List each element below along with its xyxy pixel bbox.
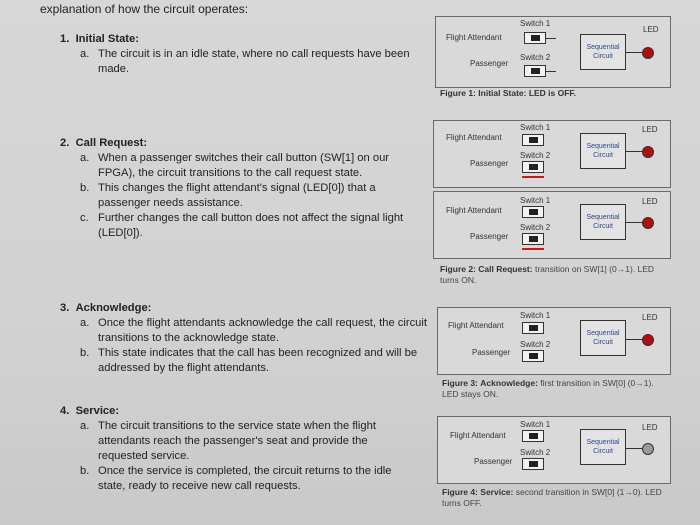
wire <box>546 38 556 39</box>
switch2-label: Switch 2 <box>520 151 551 160</box>
section-acknowledge <box>60 301 430 376</box>
led-on-icon <box>642 334 654 346</box>
list-item: b. Once the service is completed, the circuit returns to the idle state, ready to receive new call requests. <box>80 465 392 492</box>
sequential-circuit-block: Sequential Circuit <box>580 320 626 356</box>
list-item: a. When a passenger switches their call button (SW[1] on our FPGA), the circuit transitions to the call request state. <box>80 152 390 179</box>
transition-arrow-icon <box>522 248 544 250</box>
led-on-icon <box>642 146 654 158</box>
passenger-label: Passenger <box>474 457 513 466</box>
figure-4-caption: Figure 4: Service: second transition in SW[0] (1→0). LED turns OFF. <box>442 487 662 508</box>
switch2-label: Switch 2 <box>520 448 551 457</box>
list-item: c. Further changes the call button does not affect the signal light (LED[0]). <box>80 212 404 239</box>
switch2-label: Switch 2 <box>520 340 551 349</box>
sequential-circuit-block: Sequential Circuit <box>580 133 626 169</box>
flight-attendant-label: Flight Attendant <box>448 321 504 330</box>
figure-2b-diagram <box>433 191 671 259</box>
figure-3-caption: Figure 3: Acknowledge: first transition in SW[0] (0→1). LED stays ON. <box>442 378 654 399</box>
wire <box>626 448 642 449</box>
passenger-label: Passenger <box>470 232 509 241</box>
wire <box>546 71 556 72</box>
section-heading: 3. Acknowledge: <box>60 302 152 314</box>
switch1-label: Switch 1 <box>520 123 551 132</box>
switch1-label: Switch 1 <box>520 311 551 320</box>
switch1-icon <box>524 32 546 44</box>
led-label: LED <box>642 313 658 322</box>
wire <box>626 339 642 340</box>
flight-attendant-label: Flight Attendant <box>446 133 502 142</box>
led-off-icon <box>642 443 654 455</box>
passenger-label: Passenger <box>470 159 509 168</box>
switch1-label: Switch 1 <box>520 420 551 429</box>
passenger-label: Passenger <box>472 348 511 357</box>
passenger-label: Passenger <box>470 59 509 68</box>
flight-attendant-label: Flight Attendant <box>450 431 506 440</box>
wire <box>626 222 642 223</box>
figure-2a-diagram <box>433 120 671 188</box>
list-item: a. Once the flight attendants acknowledge the call request, the circuit transitions to the acknowledge state. <box>80 317 427 344</box>
switch2-label: Switch 2 <box>520 53 551 62</box>
intro-text: explanation of how the circuit operates: <box>40 2 249 16</box>
switch1-icon <box>522 322 544 334</box>
list-item: b. This state indicates that the call has been recognized and will be addressed by the flight attendants. <box>80 347 418 374</box>
wire <box>626 52 642 53</box>
list-item: b. This changes the flight attendant's signal (LED[0]) that a passenger needs assistance. <box>80 182 376 209</box>
flight-attendant-label: Flight Attendant <box>446 206 502 215</box>
figure-1-diagram <box>435 16 671 88</box>
switch2-icon <box>522 233 544 245</box>
led-on-icon <box>642 217 654 229</box>
sequential-circuit-block: Sequential Circuit <box>580 34 626 70</box>
wire <box>626 151 642 152</box>
flight-attendant-label: Flight Attendant <box>446 33 502 42</box>
switch2-icon <box>522 161 544 173</box>
switch2-icon <box>524 65 546 77</box>
led-label: LED <box>643 25 659 34</box>
figure-2-caption: Figure 2: Call Request: transition on SW[1] (0→1). LED turns ON. <box>440 264 655 285</box>
switch2-label: Switch 2 <box>520 223 551 232</box>
section-heading: 2. Call Request: <box>60 137 148 149</box>
led-label: LED <box>642 197 658 206</box>
figure-4-diagram <box>437 416 671 484</box>
led-label: LED <box>642 125 658 134</box>
section-call-request <box>60 136 420 241</box>
switch1-label: Switch 1 <box>520 19 551 28</box>
switch1-icon <box>522 430 544 442</box>
section-initial-state <box>60 32 420 77</box>
sequential-circuit-block: Sequential Circuit <box>580 429 626 465</box>
list-item: a. The circuit transitions to the service state when the flight attendants reach the passenger's seat and provide the requested service. <box>80 420 376 462</box>
section-heading: 1. Initial State: <box>60 33 139 45</box>
switch1-icon <box>522 206 544 218</box>
section-heading: 4. Service: <box>60 405 120 417</box>
switch1-label: Switch 1 <box>520 196 551 205</box>
led-label: LED <box>642 423 658 432</box>
switch2-icon <box>522 350 544 362</box>
list-item: a. The circuit is in an idle state, where no call requests have been made. <box>80 48 410 75</box>
transition-arrow-icon <box>522 176 544 178</box>
figure-1-caption: Figure 1: Initial State: LED is OFF. <box>440 88 577 98</box>
switch2-icon <box>522 458 544 470</box>
figure-3-diagram <box>437 307 671 375</box>
led-on-icon <box>642 47 654 59</box>
switch1-icon <box>522 134 544 146</box>
sequential-circuit-block: Sequential Circuit <box>580 204 626 240</box>
section-service <box>60 404 410 494</box>
